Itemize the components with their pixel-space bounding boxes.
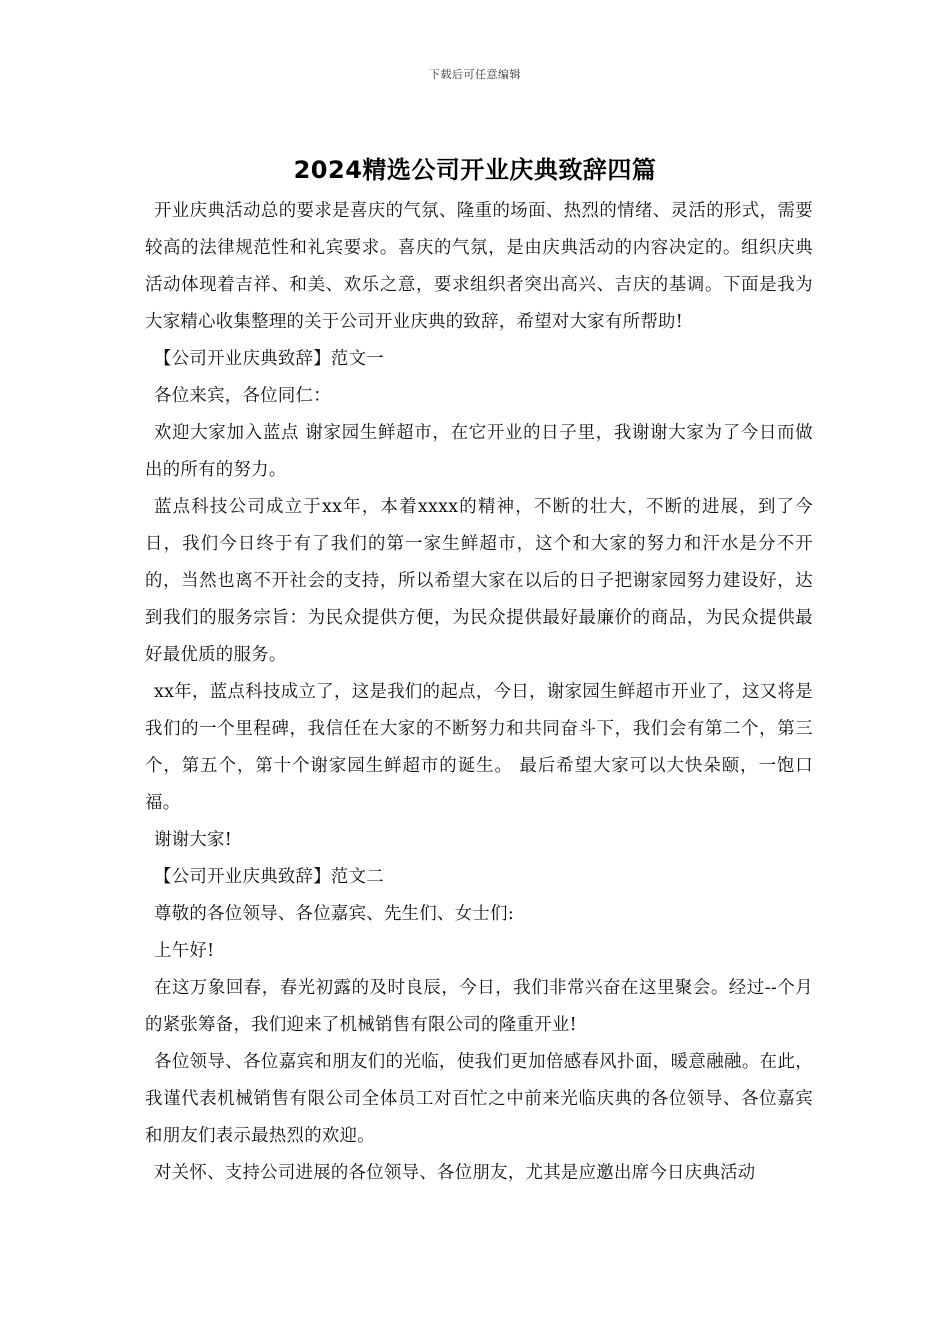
section-heading-1: 【公司开业庆典致辞】范文一: [154, 349, 384, 369]
section-heading-2: 【公司开业庆典致辞】范文二: [154, 867, 384, 887]
greeting: 上午好!: [154, 941, 215, 961]
body-text: [145, 193, 813, 1192]
page-title: 2024精选公司开业庆典致辞四篇: [293, 156, 657, 184]
salutation-2: 尊敬的各位领导、各位嘉宾、先生们、女士们:: [154, 904, 514, 924]
paragraph: 在这万象回春，春光初露的及时良辰，今日，我们非常兴奋在这里聚会。经过--个月的紧张筹备，我们迎来了机械销售有限公司的隆重开业!: [145, 978, 813, 1035]
closing-1: 谢谢大家!: [154, 830, 233, 850]
paragraph: xx年，蓝点科技成立了，这是我们的起点，今日，谢家园生鲜超市开业了，这又将是我们的一个里程碑，我信任在大家的不断努力和共同奋斗下，我们会有第二个，第三个，第五个，第十个谢家园生鲜超市的诞生。 最后希望大家可以大快朵颐，一饱口福。: [145, 682, 813, 813]
paragraph: 欢迎大家加入蓝点 谢家园生鲜超市，在它开业的日子里，我谢谢大家为了今日而做出的所有的努力。: [145, 423, 813, 480]
salutation-1: 各位来宾，各位同仁：: [154, 386, 331, 406]
paragraph: 蓝点科技公司成立于xx年，本着xxxx的精神，不断的壮大，不断的进展，到了今日，我们今日终于有了我们的第一家生鲜超市，这个和大家的努力和汗水是分不开的，当然也离不开社会的支持，所以希望大家在以后的日子把谢家园努力建设好，达到我们的服务宗旨：为民众提供方便，为民众提供最好最廉价的商品，为民众提供最好最优质的服务。: [145, 497, 813, 665]
intro-paragraph: 开业庆典活动总的要求是喜庆的气氛、隆重的场面、热烈的情绪、灵活的形式，需要较高的法律规范性和礼宾要求。喜庆的气氛，是由庆典活动的内容决定的。组织庆典活动体现着吉祥、和美、欢乐之意，要求组织者突出高兴、吉庆的基调。下面是我为大家精心收集整理的关于公司开业庆典的致辞，希望对大家有所帮助!: [145, 201, 813, 332]
paragraph: 对关怀、支持公司进展的各位领导、各位朋友，尤其是应邀出席今日庆典活动: [154, 1163, 756, 1183]
header-note: 下载后可任意编辑: [429, 68, 521, 81]
paragraph: 各位领导、各位嘉宾和朋友们的光临，使我们更加倍感春风扑面，暖意融融。在此，我谨代表机械销售有限公司全体员工对百忙之中前来光临庆典的各位领导、各位嘉宾和朋友们表示最热烈的欢迎。: [145, 1052, 813, 1146]
